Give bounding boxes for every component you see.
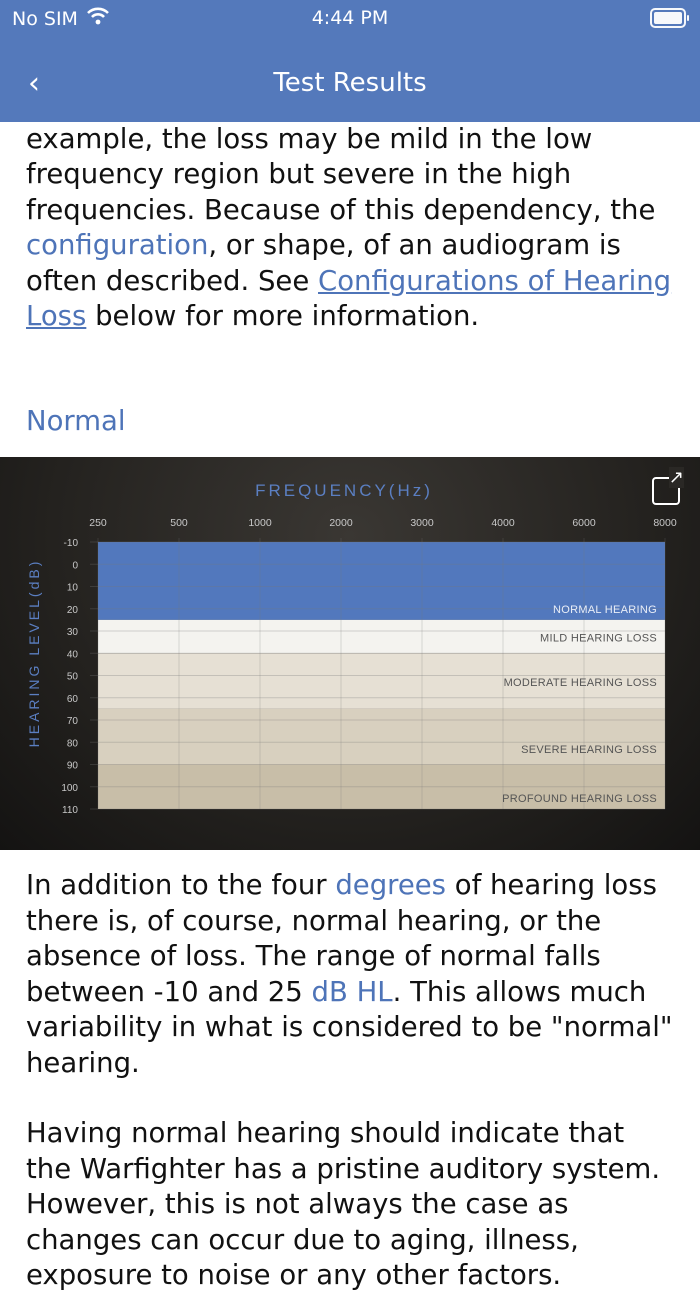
y-tick-label: 40: [66, 649, 78, 661]
article-paragraph: [0, 868, 700, 1081]
y-axis-title: HEARING LEVEL(dB): [26, 558, 42, 748]
x-tick-label: 8000: [653, 517, 677, 529]
x-tick-label: 6000: [572, 517, 596, 529]
text: frequency region but severe in the high frequencies. Because of this dependency, the: [26, 158, 656, 226]
partial-line: example, the loss may be mild in the low: [26, 123, 593, 155]
y-tick-label: 0: [72, 560, 78, 572]
y-tick-label: -10: [63, 538, 78, 549]
link-degrees[interactable]: degrees: [335, 869, 447, 901]
audiogram-figure: [0, 457, 700, 850]
audiogram-chart: [0, 457, 700, 850]
y-tick-label: 50: [66, 671, 78, 683]
x-axis-title: FREQUENCY(Hz): [255, 481, 433, 500]
article-paragraph: [0, 157, 700, 335]
x-tick-label: 4000: [491, 517, 515, 529]
chevron-left-icon: ‹: [28, 66, 40, 101]
article-paragraph: [0, 122, 618, 158]
text: below for more information.: [86, 300, 480, 332]
x-tick-label: 250: [89, 517, 107, 529]
band-label: PROFOUND HEARING LOSS: [502, 792, 657, 805]
x-tick-label: 3000: [410, 517, 434, 529]
status-bar: [0, 0, 700, 40]
article-paragraph: Having normal hearing should indicate that the Warfighter has a pristine auditory system. However, this is not always the case as changes can occur due to aging, illness, exposure to noise or any other factors.: [26, 1117, 661, 1291]
status-time: 4:44 PM: [311, 7, 389, 29]
top-bar: [0, 0, 700, 122]
text: of hearing loss there is, of course, normal hearing, or the absence of loss. The range of normal falls between -10 and 25: [26, 869, 657, 1008]
band-3: [98, 709, 665, 765]
section-heading: Normal: [26, 405, 126, 437]
y-tick-label: 70: [66, 716, 78, 727]
x-tick-label: 2000: [329, 517, 353, 529]
y-tick-label: 20: [66, 604, 78, 616]
y-tick-label: 10: [66, 582, 78, 594]
y-tick-label: 90: [66, 760, 78, 772]
band-label: SEVERE HEARING LOSS: [521, 743, 657, 756]
link-db-hl[interactable]: dB HL: [311, 975, 393, 1008]
y-tick-label: 80: [66, 738, 78, 750]
text: . This allows much variability in what is considered to be "normal" hearing.: [26, 975, 673, 1079]
x-tick-label: 1000: [248, 517, 272, 529]
y-tick-label: 100: [61, 782, 78, 794]
y-tick-label: 30: [66, 627, 78, 638]
text: In addition to the four: [26, 869, 336, 901]
expand-icon[interactable]: [652, 477, 680, 505]
battery-icon: [650, 8, 686, 28]
y-tick-label: 110: [62, 805, 78, 816]
band-label: NORMAL HEARING: [552, 603, 657, 616]
link-configurations-of-hearing-loss[interactable]: Configurations of Hearing Loss: [26, 264, 672, 332]
link-configuration[interactable]: configuration: [26, 229, 209, 261]
carrier-label: No SIM: [12, 7, 78, 30]
band-label: MODERATE HEARING LOSS: [503, 677, 657, 690]
x-tick-label: 500: [170, 517, 188, 529]
page-title: Test Results: [273, 68, 427, 98]
y-tick-label: 60: [66, 693, 78, 705]
band-label: MILD HEARING LOSS: [540, 632, 657, 645]
text: , or shape, of an audiogram is often described. See: [26, 229, 621, 297]
